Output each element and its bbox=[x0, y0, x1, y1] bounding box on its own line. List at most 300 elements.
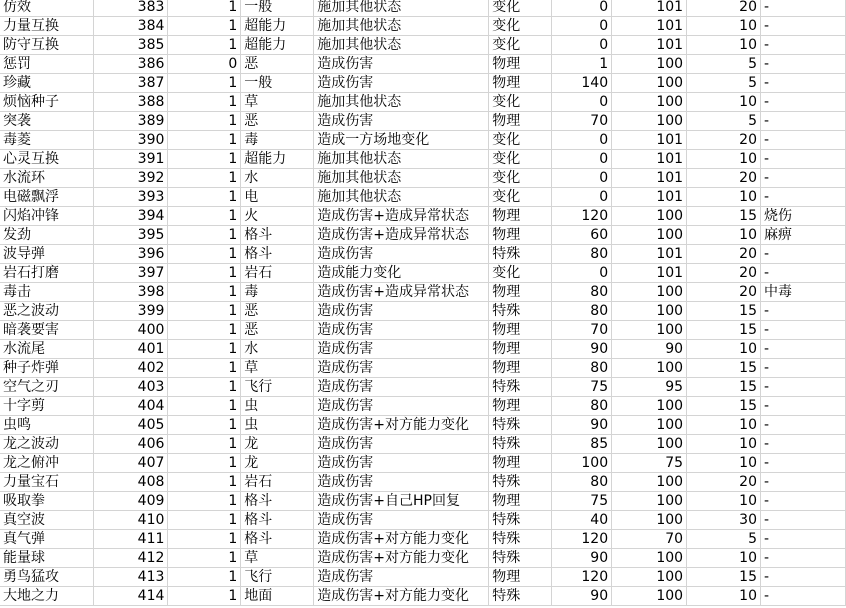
flag-cell[interactable]: 1 bbox=[168, 112, 241, 131]
move-id-cell[interactable]: 400 bbox=[94, 321, 168, 340]
move-name-cell[interactable]: 珍藏 bbox=[0, 74, 94, 93]
status-cell[interactable]: - bbox=[760, 492, 845, 511]
status-cell[interactable]: - bbox=[760, 454, 845, 473]
status-cell[interactable]: 中毒 bbox=[760, 283, 845, 302]
category-cell[interactable]: 特殊 bbox=[489, 416, 552, 435]
move-id-cell[interactable]: 386 bbox=[94, 55, 168, 74]
status-cell[interactable]: 烧伤 bbox=[760, 207, 845, 226]
pp-cell[interactable]: 15 bbox=[687, 397, 761, 416]
move-name-cell[interactable]: 种子炸弹 bbox=[0, 359, 94, 378]
move-id-cell[interactable]: 384 bbox=[94, 17, 168, 36]
category-cell[interactable]: 变化 bbox=[489, 36, 552, 55]
type-cell[interactable]: 毒 bbox=[241, 131, 314, 150]
move-name-cell[interactable]: 力量互换 bbox=[0, 17, 94, 36]
type-cell[interactable]: 水 bbox=[241, 169, 314, 188]
power-cell[interactable]: 80 bbox=[552, 473, 612, 492]
move-name-cell[interactable]: 毒击 bbox=[0, 283, 94, 302]
category-cell[interactable]: 物理 bbox=[489, 340, 552, 359]
flag-cell[interactable]: 1 bbox=[168, 0, 241, 17]
accuracy-cell[interactable]: 70 bbox=[612, 530, 687, 549]
pp-cell[interactable]: 10 bbox=[687, 492, 761, 511]
move-name-cell[interactable]: 龙之波动 bbox=[0, 435, 94, 454]
pp-cell[interactable]: 10 bbox=[687, 454, 761, 473]
category-cell[interactable]: 特殊 bbox=[489, 302, 552, 321]
move-name-cell[interactable]: 力量宝石 bbox=[0, 473, 94, 492]
category-cell[interactable]: 变化 bbox=[489, 131, 552, 150]
pp-cell[interactable]: 15 bbox=[687, 378, 761, 397]
power-cell[interactable]: 90 bbox=[552, 416, 612, 435]
category-cell[interactable]: 物理 bbox=[489, 74, 552, 93]
flag-cell[interactable]: 1 bbox=[168, 359, 241, 378]
status-cell[interactable]: - bbox=[760, 511, 845, 530]
category-cell[interactable]: 变化 bbox=[489, 93, 552, 112]
effect-cell[interactable]: 造成伤害 bbox=[314, 568, 489, 587]
move-id-cell[interactable]: 402 bbox=[94, 359, 168, 378]
effect-cell[interactable]: 造成能力变化 bbox=[314, 264, 489, 283]
type-cell[interactable]: 草 bbox=[241, 549, 314, 568]
move-id-cell[interactable]: 410 bbox=[94, 511, 168, 530]
category-cell[interactable]: 特殊 bbox=[489, 549, 552, 568]
flag-cell[interactable]: 1 bbox=[168, 473, 241, 492]
type-cell[interactable]: 恶 bbox=[241, 302, 314, 321]
flag-cell[interactable]: 1 bbox=[168, 378, 241, 397]
status-cell[interactable]: 麻痹 bbox=[760, 226, 845, 245]
accuracy-cell[interactable]: 100 bbox=[612, 93, 687, 112]
flag-cell[interactable]: 1 bbox=[168, 207, 241, 226]
effect-cell[interactable]: 施加其他状态 bbox=[314, 150, 489, 169]
effect-cell[interactable]: 造成伤害+对方能力变化 bbox=[314, 530, 489, 549]
flag-cell[interactable]: 1 bbox=[168, 302, 241, 321]
type-cell[interactable]: 水 bbox=[241, 340, 314, 359]
accuracy-cell[interactable]: 101 bbox=[612, 0, 687, 17]
flag-cell[interactable]: 1 bbox=[168, 530, 241, 549]
move-id-cell[interactable]: 407 bbox=[94, 454, 168, 473]
type-cell[interactable]: 格斗 bbox=[241, 226, 314, 245]
effect-cell[interactable]: 造成伤害 bbox=[314, 511, 489, 530]
status-cell[interactable]: - bbox=[760, 188, 845, 207]
effect-cell[interactable]: 施加其他状态 bbox=[314, 169, 489, 188]
status-cell[interactable]: - bbox=[760, 169, 845, 188]
move-name-cell[interactable]: 仿效 bbox=[0, 0, 94, 17]
power-cell[interactable]: 80 bbox=[552, 283, 612, 302]
pp-cell[interactable]: 10 bbox=[687, 435, 761, 454]
category-cell[interactable]: 特殊 bbox=[489, 530, 552, 549]
category-cell[interactable]: 物理 bbox=[489, 55, 552, 74]
pp-cell[interactable]: 15 bbox=[687, 207, 761, 226]
pp-cell[interactable]: 10 bbox=[687, 226, 761, 245]
move-name-cell[interactable]: 十字剪 bbox=[0, 397, 94, 416]
power-cell[interactable]: 120 bbox=[552, 530, 612, 549]
flag-cell[interactable]: 1 bbox=[168, 93, 241, 112]
status-cell[interactable]: - bbox=[760, 397, 845, 416]
effect-cell[interactable]: 造成伤害 bbox=[314, 473, 489, 492]
status-cell[interactable]: - bbox=[760, 530, 845, 549]
type-cell[interactable]: 草 bbox=[241, 93, 314, 112]
flag-cell[interactable]: 1 bbox=[168, 416, 241, 435]
category-cell[interactable]: 物理 bbox=[489, 359, 552, 378]
category-cell[interactable]: 特殊 bbox=[489, 473, 552, 492]
flag-cell[interactable]: 1 bbox=[168, 397, 241, 416]
pp-cell[interactable]: 10 bbox=[687, 188, 761, 207]
accuracy-cell[interactable]: 100 bbox=[612, 435, 687, 454]
move-name-cell[interactable]: 能量球 bbox=[0, 549, 94, 568]
category-cell[interactable]: 特殊 bbox=[489, 245, 552, 264]
power-cell[interactable]: 75 bbox=[552, 378, 612, 397]
power-cell[interactable]: 80 bbox=[552, 397, 612, 416]
type-cell[interactable]: 超能力 bbox=[241, 36, 314, 55]
pp-cell[interactable]: 30 bbox=[687, 511, 761, 530]
accuracy-cell[interactable]: 101 bbox=[612, 169, 687, 188]
flag-cell[interactable]: 1 bbox=[168, 188, 241, 207]
type-cell[interactable]: 飞行 bbox=[241, 378, 314, 397]
power-cell[interactable]: 120 bbox=[552, 207, 612, 226]
pp-cell[interactable]: 15 bbox=[687, 568, 761, 587]
move-id-cell[interactable]: 414 bbox=[94, 587, 168, 606]
effect-cell[interactable]: 造成伤害 bbox=[314, 397, 489, 416]
move-name-cell[interactable]: 防守互换 bbox=[0, 36, 94, 55]
type-cell[interactable]: 超能力 bbox=[241, 17, 314, 36]
status-cell[interactable]: - bbox=[760, 302, 845, 321]
move-name-cell[interactable]: 突袭 bbox=[0, 112, 94, 131]
category-cell[interactable]: 物理 bbox=[489, 397, 552, 416]
flag-cell[interactable]: 1 bbox=[168, 264, 241, 283]
status-cell[interactable]: - bbox=[760, 359, 845, 378]
effect-cell[interactable]: 造成伤害 bbox=[314, 359, 489, 378]
effect-cell[interactable]: 造成伤害+造成异常状态 bbox=[314, 226, 489, 245]
move-id-cell[interactable]: 412 bbox=[94, 549, 168, 568]
status-cell[interactable]: - bbox=[760, 321, 845, 340]
category-cell[interactable]: 特殊 bbox=[489, 435, 552, 454]
type-cell[interactable]: 岩石 bbox=[241, 473, 314, 492]
accuracy-cell[interactable]: 100 bbox=[612, 511, 687, 530]
flag-cell[interactable]: 1 bbox=[168, 226, 241, 245]
status-cell[interactable]: - bbox=[760, 568, 845, 587]
accuracy-cell[interactable]: 100 bbox=[612, 55, 687, 74]
accuracy-cell[interactable]: 101 bbox=[612, 131, 687, 150]
move-name-cell[interactable]: 毒菱 bbox=[0, 131, 94, 150]
accuracy-cell[interactable]: 101 bbox=[612, 188, 687, 207]
effect-cell[interactable]: 造成伤害 bbox=[314, 302, 489, 321]
flag-cell[interactable]: 1 bbox=[168, 454, 241, 473]
accuracy-cell[interactable]: 101 bbox=[612, 17, 687, 36]
pp-cell[interactable]: 10 bbox=[687, 549, 761, 568]
accuracy-cell[interactable]: 100 bbox=[612, 549, 687, 568]
power-cell[interactable]: 1 bbox=[552, 55, 612, 74]
category-cell[interactable]: 变化 bbox=[489, 188, 552, 207]
accuracy-cell[interactable]: 100 bbox=[612, 207, 687, 226]
flag-cell[interactable]: 1 bbox=[168, 492, 241, 511]
pp-cell[interactable]: 15 bbox=[687, 321, 761, 340]
move-name-cell[interactable]: 虫鸣 bbox=[0, 416, 94, 435]
pp-cell[interactable]: 10 bbox=[687, 150, 761, 169]
accuracy-cell[interactable]: 100 bbox=[612, 492, 687, 511]
move-id-cell[interactable]: 403 bbox=[94, 378, 168, 397]
effect-cell[interactable]: 造成伤害+对方能力变化 bbox=[314, 416, 489, 435]
effect-cell[interactable]: 造成伤害 bbox=[314, 245, 489, 264]
effect-cell[interactable]: 施加其他状态 bbox=[314, 36, 489, 55]
move-name-cell[interactable]: 闪焰冲锋 bbox=[0, 207, 94, 226]
move-id-cell[interactable]: 405 bbox=[94, 416, 168, 435]
status-cell[interactable]: - bbox=[760, 55, 845, 74]
status-cell[interactable]: - bbox=[760, 0, 845, 17]
status-cell[interactable]: - bbox=[760, 264, 845, 283]
flag-cell[interactable]: 1 bbox=[168, 511, 241, 530]
power-cell[interactable]: 90 bbox=[552, 587, 612, 606]
category-cell[interactable]: 变化 bbox=[489, 264, 552, 283]
power-cell[interactable]: 90 bbox=[552, 340, 612, 359]
status-cell[interactable]: - bbox=[760, 245, 845, 264]
power-cell[interactable]: 0 bbox=[552, 0, 612, 17]
move-id-cell[interactable]: 391 bbox=[94, 150, 168, 169]
effect-cell[interactable]: 造成伤害 bbox=[314, 321, 489, 340]
flag-cell[interactable]: 0 bbox=[168, 55, 241, 74]
power-cell[interactable]: 100 bbox=[552, 454, 612, 473]
move-name-cell[interactable]: 发劲 bbox=[0, 226, 94, 245]
status-cell[interactable]: - bbox=[760, 340, 845, 359]
move-id-cell[interactable]: 394 bbox=[94, 207, 168, 226]
type-cell[interactable]: 龙 bbox=[241, 454, 314, 473]
power-cell[interactable]: 0 bbox=[552, 17, 612, 36]
status-cell[interactable]: - bbox=[760, 74, 845, 93]
move-name-cell[interactable]: 吸取拳 bbox=[0, 492, 94, 511]
flag-cell[interactable]: 1 bbox=[168, 340, 241, 359]
accuracy-cell[interactable]: 100 bbox=[612, 416, 687, 435]
flag-cell[interactable]: 1 bbox=[168, 131, 241, 150]
move-id-cell[interactable]: 390 bbox=[94, 131, 168, 150]
power-cell[interactable]: 60 bbox=[552, 226, 612, 245]
pp-cell[interactable]: 15 bbox=[687, 359, 761, 378]
type-cell[interactable]: 恶 bbox=[241, 112, 314, 131]
move-name-cell[interactable]: 电磁飘浮 bbox=[0, 188, 94, 207]
move-id-cell[interactable]: 408 bbox=[94, 473, 168, 492]
flag-cell[interactable]: 1 bbox=[168, 245, 241, 264]
category-cell[interactable]: 特殊 bbox=[489, 511, 552, 530]
effect-cell[interactable]: 施加其他状态 bbox=[314, 188, 489, 207]
power-cell[interactable]: 70 bbox=[552, 321, 612, 340]
move-name-cell[interactable]: 心灵互换 bbox=[0, 150, 94, 169]
flag-cell[interactable]: 1 bbox=[168, 36, 241, 55]
move-name-cell[interactable]: 惩罚 bbox=[0, 55, 94, 74]
move-id-cell[interactable]: 388 bbox=[94, 93, 168, 112]
accuracy-cell[interactable]: 100 bbox=[612, 321, 687, 340]
pp-cell[interactable]: 15 bbox=[687, 302, 761, 321]
accuracy-cell[interactable]: 100 bbox=[612, 302, 687, 321]
type-cell[interactable]: 一般 bbox=[241, 0, 314, 17]
pp-cell[interactable]: 10 bbox=[687, 17, 761, 36]
move-name-cell[interactable]: 岩石打磨 bbox=[0, 264, 94, 283]
category-cell[interactable]: 特殊 bbox=[489, 587, 552, 606]
type-cell[interactable]: 龙 bbox=[241, 435, 314, 454]
power-cell[interactable]: 80 bbox=[552, 302, 612, 321]
pp-cell[interactable]: 20 bbox=[687, 264, 761, 283]
type-cell[interactable]: 格斗 bbox=[241, 530, 314, 549]
effect-cell[interactable]: 造成伤害 bbox=[314, 378, 489, 397]
pp-cell[interactable]: 20 bbox=[687, 169, 761, 188]
move-id-cell[interactable]: 401 bbox=[94, 340, 168, 359]
flag-cell[interactable]: 1 bbox=[168, 549, 241, 568]
accuracy-cell[interactable]: 100 bbox=[612, 74, 687, 93]
flag-cell[interactable]: 1 bbox=[168, 169, 241, 188]
flag-cell[interactable]: 1 bbox=[168, 321, 241, 340]
type-cell[interactable]: 火 bbox=[241, 207, 314, 226]
move-name-cell[interactable]: 龙之俯冲 bbox=[0, 454, 94, 473]
move-id-cell[interactable]: 385 bbox=[94, 36, 168, 55]
pp-cell[interactable]: 20 bbox=[687, 245, 761, 264]
status-cell[interactable]: - bbox=[760, 435, 845, 454]
move-id-cell[interactable]: 404 bbox=[94, 397, 168, 416]
pp-cell[interactable]: 5 bbox=[687, 55, 761, 74]
move-id-cell[interactable]: 395 bbox=[94, 226, 168, 245]
pp-cell[interactable]: 20 bbox=[687, 283, 761, 302]
move-name-cell[interactable]: 水流尾 bbox=[0, 340, 94, 359]
move-name-cell[interactable]: 空气之刃 bbox=[0, 378, 94, 397]
category-cell[interactable]: 特殊 bbox=[489, 378, 552, 397]
effect-cell[interactable]: 造成伤害 bbox=[314, 454, 489, 473]
type-cell[interactable]: 电 bbox=[241, 188, 314, 207]
type-cell[interactable]: 飞行 bbox=[241, 568, 314, 587]
pp-cell[interactable]: 10 bbox=[687, 93, 761, 112]
effect-cell[interactable]: 造成伤害 bbox=[314, 74, 489, 93]
power-cell[interactable]: 40 bbox=[552, 511, 612, 530]
pp-cell[interactable]: 20 bbox=[687, 473, 761, 492]
pp-cell[interactable]: 5 bbox=[687, 530, 761, 549]
type-cell[interactable]: 草 bbox=[241, 359, 314, 378]
power-cell[interactable]: 0 bbox=[552, 150, 612, 169]
category-cell[interactable]: 变化 bbox=[489, 150, 552, 169]
move-id-cell[interactable]: 392 bbox=[94, 169, 168, 188]
move-id-cell[interactable]: 397 bbox=[94, 264, 168, 283]
flag-cell[interactable]: 1 bbox=[168, 283, 241, 302]
accuracy-cell[interactable]: 100 bbox=[612, 568, 687, 587]
pp-cell[interactable]: 20 bbox=[687, 131, 761, 150]
power-cell[interactable]: 80 bbox=[552, 245, 612, 264]
power-cell[interactable]: 0 bbox=[552, 188, 612, 207]
move-id-cell[interactable]: 398 bbox=[94, 283, 168, 302]
accuracy-cell[interactable]: 100 bbox=[612, 283, 687, 302]
effect-cell[interactable]: 造成伤害+造成异常状态 bbox=[314, 283, 489, 302]
power-cell[interactable]: 90 bbox=[552, 549, 612, 568]
move-id-cell[interactable]: 411 bbox=[94, 530, 168, 549]
effect-cell[interactable]: 造成伤害 bbox=[314, 435, 489, 454]
category-cell[interactable]: 变化 bbox=[489, 0, 552, 17]
effect-cell[interactable]: 造成伤害 bbox=[314, 55, 489, 74]
effect-cell[interactable]: 施加其他状态 bbox=[314, 93, 489, 112]
category-cell[interactable]: 物理 bbox=[489, 207, 552, 226]
effect-cell[interactable]: 造成一方场地变化 bbox=[314, 131, 489, 150]
status-cell[interactable]: - bbox=[760, 549, 845, 568]
accuracy-cell[interactable]: 100 bbox=[612, 226, 687, 245]
status-cell[interactable]: - bbox=[760, 473, 845, 492]
move-id-cell[interactable]: 383 bbox=[94, 0, 168, 17]
move-name-cell[interactable]: 烦恼种子 bbox=[0, 93, 94, 112]
category-cell[interactable]: 物理 bbox=[489, 568, 552, 587]
type-cell[interactable]: 格斗 bbox=[241, 511, 314, 530]
power-cell[interactable]: 70 bbox=[552, 112, 612, 131]
pp-cell[interactable]: 10 bbox=[687, 587, 761, 606]
power-cell[interactable]: 80 bbox=[552, 359, 612, 378]
category-cell[interactable]: 物理 bbox=[489, 283, 552, 302]
flag-cell[interactable]: 1 bbox=[168, 587, 241, 606]
move-name-cell[interactable]: 波导弹 bbox=[0, 245, 94, 264]
status-cell[interactable]: - bbox=[760, 587, 845, 606]
category-cell[interactable]: 物理 bbox=[489, 492, 552, 511]
type-cell[interactable]: 虫 bbox=[241, 416, 314, 435]
status-cell[interactable]: - bbox=[760, 378, 845, 397]
effect-cell[interactable]: 造成伤害+对方能力变化 bbox=[314, 587, 489, 606]
category-cell[interactable]: 变化 bbox=[489, 17, 552, 36]
pp-cell[interactable]: 10 bbox=[687, 416, 761, 435]
type-cell[interactable]: 一般 bbox=[241, 74, 314, 93]
power-cell[interactable]: 0 bbox=[552, 93, 612, 112]
accuracy-cell[interactable]: 100 bbox=[612, 397, 687, 416]
accuracy-cell[interactable]: 101 bbox=[612, 264, 687, 283]
category-cell[interactable]: 物理 bbox=[489, 321, 552, 340]
pp-cell[interactable]: 20 bbox=[687, 0, 761, 17]
type-cell[interactable]: 格斗 bbox=[241, 245, 314, 264]
status-cell[interactable]: - bbox=[760, 150, 845, 169]
flag-cell[interactable]: 1 bbox=[168, 74, 241, 93]
accuracy-cell[interactable]: 100 bbox=[612, 587, 687, 606]
move-id-cell[interactable]: 396 bbox=[94, 245, 168, 264]
move-id-cell[interactable]: 389 bbox=[94, 112, 168, 131]
status-cell[interactable]: - bbox=[760, 36, 845, 55]
effect-cell[interactable]: 造成伤害+造成异常状态 bbox=[314, 207, 489, 226]
accuracy-cell[interactable]: 95 bbox=[612, 378, 687, 397]
move-id-cell[interactable]: 387 bbox=[94, 74, 168, 93]
move-id-cell[interactable]: 413 bbox=[94, 568, 168, 587]
pp-cell[interactable]: 10 bbox=[687, 340, 761, 359]
category-cell[interactable]: 物理 bbox=[489, 226, 552, 245]
pp-cell[interactable]: 10 bbox=[687, 36, 761, 55]
status-cell[interactable]: - bbox=[760, 416, 845, 435]
flag-cell[interactable]: 1 bbox=[168, 150, 241, 169]
accuracy-cell[interactable]: 101 bbox=[612, 36, 687, 55]
status-cell[interactable]: - bbox=[760, 17, 845, 36]
pp-cell[interactable]: 5 bbox=[687, 112, 761, 131]
type-cell[interactable]: 虫 bbox=[241, 397, 314, 416]
accuracy-cell[interactable]: 101 bbox=[612, 150, 687, 169]
move-name-cell[interactable]: 暗袭要害 bbox=[0, 321, 94, 340]
move-id-cell[interactable]: 409 bbox=[94, 492, 168, 511]
effect-cell[interactable]: 施加其他状态 bbox=[314, 17, 489, 36]
status-cell[interactable]: - bbox=[760, 112, 845, 131]
power-cell[interactable]: 0 bbox=[552, 169, 612, 188]
type-cell[interactable]: 地面 bbox=[241, 587, 314, 606]
type-cell[interactable]: 恶 bbox=[241, 321, 314, 340]
move-name-cell[interactable]: 真气弹 bbox=[0, 530, 94, 549]
move-name-cell[interactable]: 大地之力 bbox=[0, 587, 94, 606]
power-cell[interactable]: 0 bbox=[552, 264, 612, 283]
accuracy-cell[interactable]: 101 bbox=[612, 245, 687, 264]
effect-cell[interactable]: 施加其他状态 bbox=[314, 0, 489, 17]
power-cell[interactable]: 120 bbox=[552, 568, 612, 587]
effect-cell[interactable]: 造成伤害 bbox=[314, 112, 489, 131]
flag-cell[interactable]: 1 bbox=[168, 435, 241, 454]
status-cell[interactable]: - bbox=[760, 93, 845, 112]
move-name-cell[interactable]: 恶之波动 bbox=[0, 302, 94, 321]
accuracy-cell[interactable]: 100 bbox=[612, 473, 687, 492]
accuracy-cell[interactable]: 100 bbox=[612, 112, 687, 131]
power-cell[interactable]: 140 bbox=[552, 74, 612, 93]
type-cell[interactable]: 超能力 bbox=[241, 150, 314, 169]
type-cell[interactable]: 毒 bbox=[241, 283, 314, 302]
move-id-cell[interactable]: 406 bbox=[94, 435, 168, 454]
move-name-cell[interactable]: 真空波 bbox=[0, 511, 94, 530]
type-cell[interactable]: 恶 bbox=[241, 55, 314, 74]
effect-cell[interactable]: 造成伤害+对方能力变化 bbox=[314, 549, 489, 568]
accuracy-cell[interactable]: 90 bbox=[612, 340, 687, 359]
power-cell[interactable]: 75 bbox=[552, 492, 612, 511]
